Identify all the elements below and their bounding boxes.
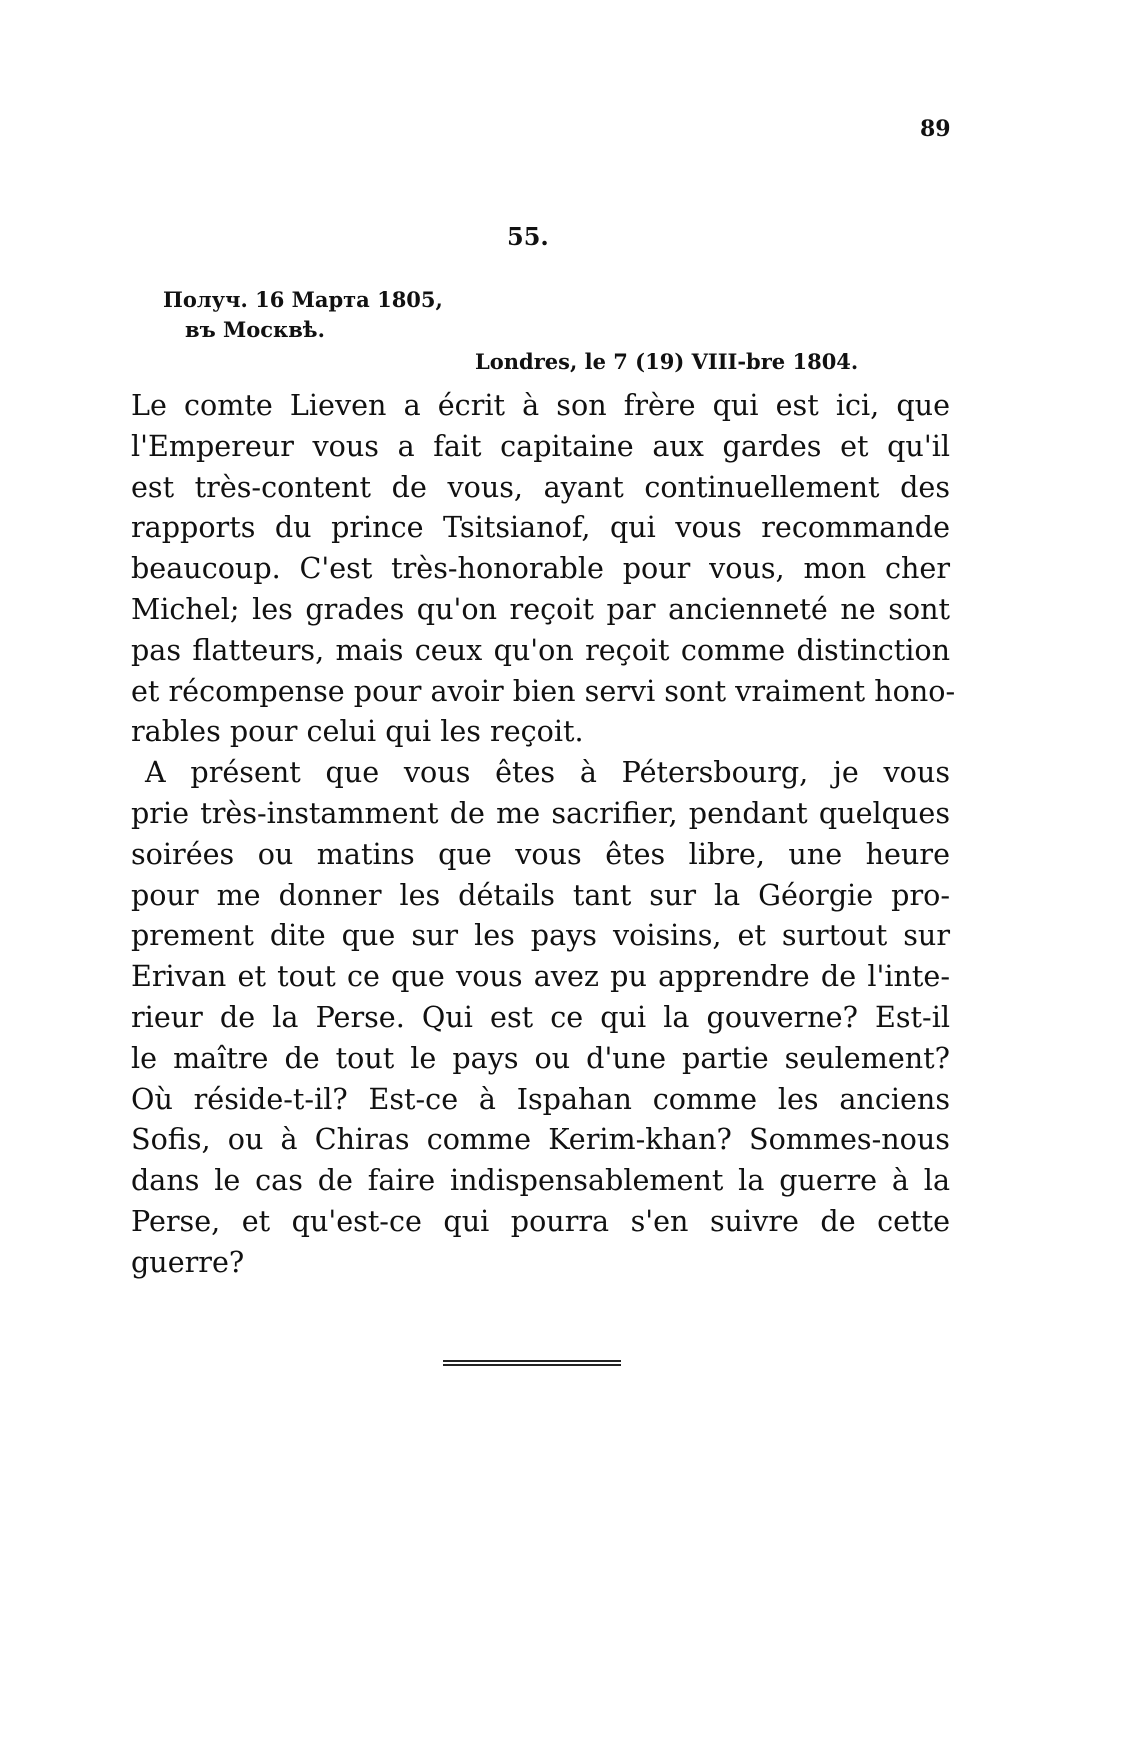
end-rule [443, 1360, 621, 1366]
received-note-line-1: Получ. 16 Марта 1805, [163, 287, 443, 312]
text-line: Erivan et tout ce que vous avez pu apprendre de l'inte- [131, 959, 950, 994]
page-number: 89 [920, 116, 951, 142]
text-line: rables pour celui qui les reçoit. [131, 714, 584, 749]
text-line: est très-content de vous, ayant continuellement des [131, 469, 950, 504]
text-line: et récompense pour avoir bien servi sont vraiment hono- [131, 673, 956, 708]
text-line: soirées ou matins que vous êtes libre, une heure [131, 836, 950, 871]
text-line: Sofis, ou à Chiras comme Kerim-khan? Sommes-nous [131, 1122, 950, 1157]
text-line: Michel; les grades qu'on reçoit par ancienneté ne sont [131, 591, 950, 626]
received-note-line-2: въ Москвѣ. [185, 317, 325, 342]
text-line: rieur de la Perse. Qui est ce qui la gouverne? Est-il [131, 999, 950, 1034]
text-line: Perse, et qu'est-ce qui pourra s'en suivre de cette [131, 1203, 950, 1238]
text-line: beaucoup. C'est très-honorable pour vous, mon cher [131, 551, 950, 586]
text-line: pour me donner les détails tant sur la Géorgie pro- [131, 877, 950, 912]
text-line: dans le cas de faire indispensablement la guerre à la [131, 1163, 950, 1198]
paragraph-1 [131, 385, 956, 752]
text-line: A présent que vous êtes à Pétersbourg, je vous [145, 755, 950, 790]
text-line: Le comte Lieven a écrit à son frère qui est ici, que [131, 388, 950, 422]
text-line: le maître de tout le pays ou d'une partie seulement? [131, 1040, 950, 1075]
text-line: prie très-instamment de me sacrifier, pendant quelques [131, 795, 950, 830]
text-line: l'Empereur vous a fait capitaine aux gardes et qu'il [131, 428, 950, 463]
text-line: prement dite que sur les pays voisins, et surtout sur [131, 918, 950, 953]
dateline: Londres, le 7 (19) VIII-bre 1804. [475, 349, 859, 374]
text-line: Où réside-t-il? Est-ce à Ispahan comme les anciens [131, 1081, 950, 1116]
letter-body [131, 385, 956, 1283]
paragraph-2 [131, 752, 950, 1282]
text-line: guerre? [131, 1244, 245, 1279]
received-note [163, 285, 443, 345]
text-line: rapports du prince Tsitsianof, qui vous recommande [131, 510, 950, 545]
text-line: pas flatteurs, mais ceux qu'on reçoit comme distinction [131, 632, 950, 667]
letter-number: 55. [507, 222, 549, 251]
